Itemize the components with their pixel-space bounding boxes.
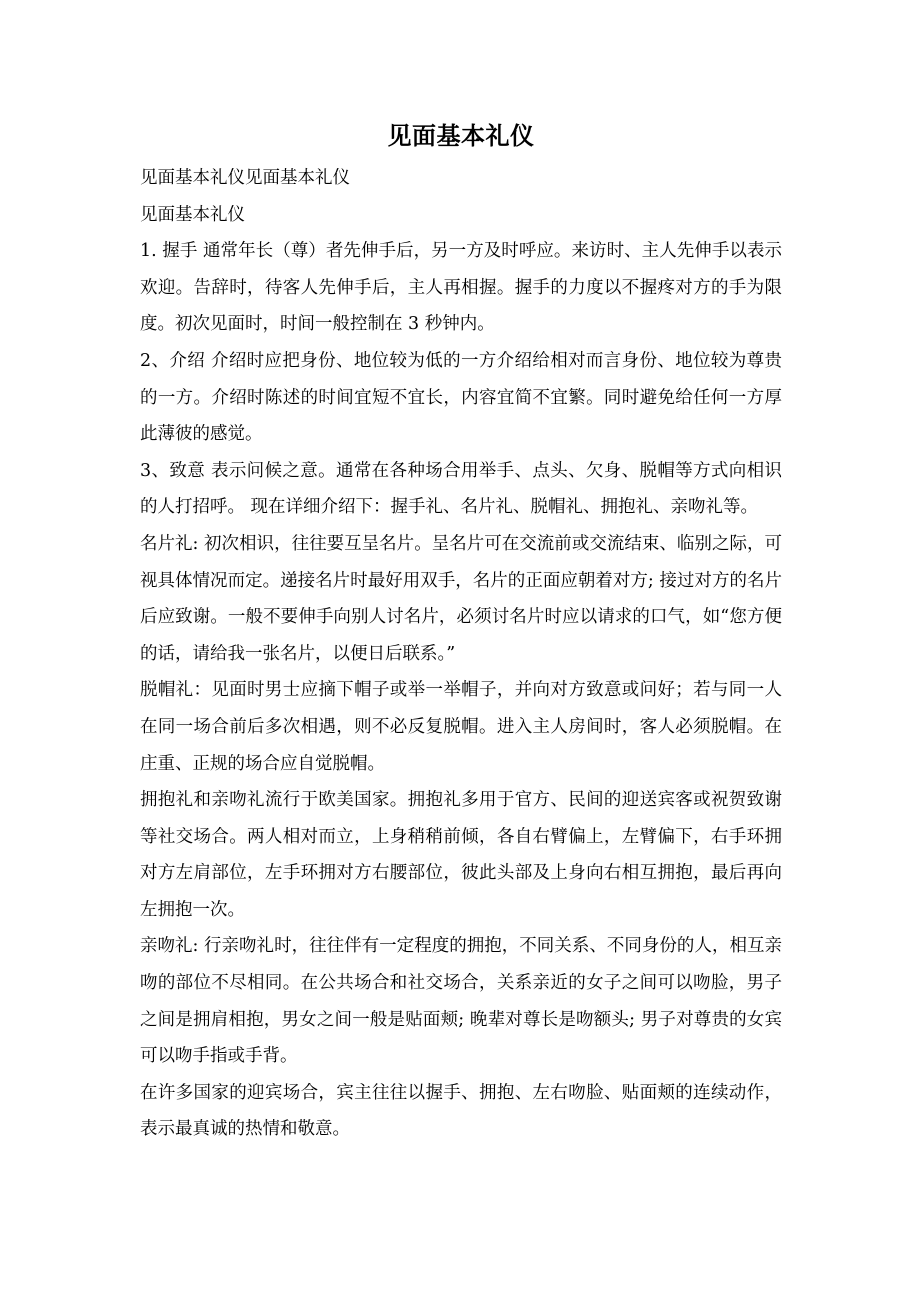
document-title: 见面基本礼仪 [387, 122, 535, 150]
section-heading: 见面基本礼仪 [140, 204, 245, 225]
paragraph-greeting: 3、致意 表示问候之意。通常在各种场合用举手、点头、欠身、脱帽等方式向相识的人打招呼。 现在详细介绍下：握手礼、名片礼、脱帽礼、拥抱礼、亲吻礼等。 [140, 460, 782, 518]
paragraph-welcome: 在许多国家的迎宾场合，宾主往往以握手、拥抱、左右吻脸、贴面颊的连续动作，表示最真诚的热情和敬意。 [140, 1082, 782, 1140]
paragraph-embrace: 拥抱礼和亲吻礼流行于欧美国家。拥抱礼多用于官方、民间的迎送宾客或祝贺致谢等社交场合。两人相对而立，上身稍稍前倾，各自右臂偏上，左臂偏下，右手环拥对方左肩部位，左手环拥对方右腰部位，彼此头部及上身向右相互拥抱，最后再向左拥抱一次。 [140, 790, 782, 920]
paragraph-hat-removal: 脱帽礼：见面时男士应摘下帽子或举一举帽子，并向对方致意或问好；若与同一人在同一场合前后多次相遇，则不必反复脱帽。进入主人房间时，客人必须脱帽。在庄重、正规的场合应自觉脱帽。 [140, 680, 782, 774]
subtitle-line: 见面基本礼仪见面基本礼仪 [140, 168, 350, 188]
paragraph-kiss: 亲吻礼: 行亲吻礼时，往往伴有一定程度的拥抱，不同关系、不同身份的人，相互亲吻的部位不尽相同。在公共场合和社交场合，关系亲近的女子之间可以吻脸，男子之间是拥肩相抱，男女之间一般是贴面颊; 晚辈对尊长是吻额头; 男子对尊贵的女宾可以吻手指或手背。 [140, 936, 782, 1067]
paragraph-business-card: 名片礼: 初次相识，往往要互呈名片。呈名片可在交流前或交流结束、临别之际，可视具体情况而定。递接名片时最好用双手，名片的正面应朝着对方; 接过对方的名片后应致谢。一般不要伸手向别人讨名片，必须讨名片时应以请求的口气，如“您方便的话，请给我一张名片，以便日后联系。” [140, 533, 782, 664]
paragraph-handshake: 1. 握手 通常年长（尊）者先伸手后，另一方及时呼应。来访时、主人先伸手以表示欢迎。告辞时，待客人先伸手后，主人再相握。握手的力度以不握疼对方的手为限度。初次见面时，时间一般控制在 3 秒钟内。 [140, 241, 782, 335]
paragraph-introduction: 2、介绍 介绍时应把身份、地位较为低的一方介绍给相对而言身份、地位较为尊贵的一方。介绍时陈述的时间宜短不宜长，内容宜简不宜繁。同时避免给任何一方厚此薄彼的感觉。 [140, 350, 782, 445]
document-body [140, 116, 782, 1148]
